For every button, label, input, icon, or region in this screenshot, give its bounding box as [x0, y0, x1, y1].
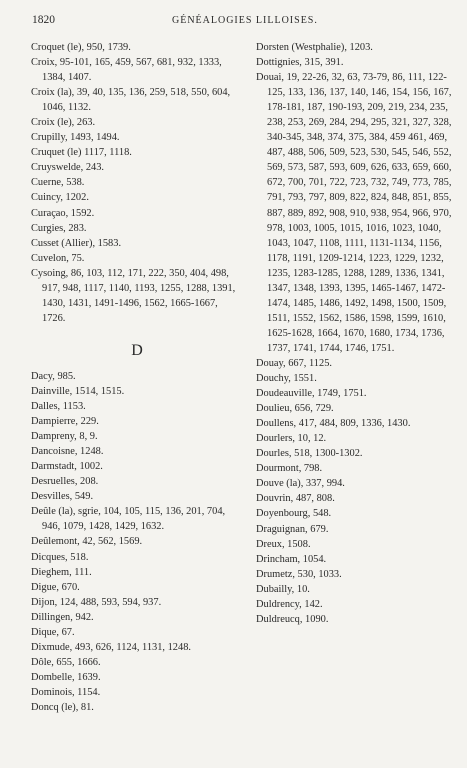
index-entry: Draguignan, 679. [256, 523, 329, 535]
index-entry: Dominois, 1154. [31, 686, 101, 698]
index-entry: Cuincy, 1202. [31, 192, 89, 204]
index-entry: Cruyswelde, 243. [31, 162, 105, 174]
index-entry: Cuerne, 538. [31, 177, 85, 189]
index-entry: Dalles, 1153. [31, 401, 86, 413]
running-title: GÉNÉALOGIES LILLOISES. [172, 15, 318, 26]
index-entry: Douai, 19, 22-26, 32, 63, 73-79, 86, 111, 122-125, 133, 136, 137, 140, 146, 154, 156, 167, 178-181, 187, 190-193, 209, 219, 234, 235, 238, 253, 269, 284, 294, 295, 321, 327, 328, 340-345, 348, 374, 375, 384, 459 461, 469, 487, 488, 506, 509, 523, 530, 545, 546, 552, 569, 573, 587, 593, 609, 626, 633, 659, 660, 672, 700, 701, 722, 723, 732, 749, 773, 785, 791, 793, 797, 809, 822, 824, 848, 851, 855, 887, 889, 892, 908, 910, 938, 954, 966, 970, 978, 1003, 1005, 1015, 1016, 1023, 1040, 1043, 1047, 1108, 1111, 1131-1134, 1156, 1178, 1191, 1209-1214, 1223, 1229, 1232, 1235, 1283-1285, 1288, 1289, 1336, 1341, 1347, 1348, 1393, 1395, 1465-1467, 1472-1474, 1485, 1486, 1492, 1498, 1500, 1509, 1511, 1552, 1562, 1586, 1598, 1599, 1610, 1625-1628, 1664, 1670, 1680, 1734, 1736, 1737, 1741, 1744, 1746, 1751. [256, 72, 452, 354]
index-entry: Duldrency, 142. [256, 598, 323, 610]
index-entry: Dourlers, 10, 12. [256, 433, 327, 445]
index-entry: Dijon, 124, 488, 593, 594, 937. [31, 596, 162, 608]
index-entry: Doullens, 417, 484, 809, 1336, 1430. [256, 418, 411, 430]
index-entry: Dubailly, 10. [256, 583, 310, 595]
index-entry: Cruquet (le) 1117, 1118. [31, 147, 132, 159]
index-entry: Dottignies, 315, 391. [256, 57, 344, 69]
index-entry: Crupilly, 1493, 1494. [31, 132, 120, 144]
index-entry: Dillingen, 942. [31, 611, 94, 623]
index-column-left [31, 40, 243, 715]
index-entry: Darmstadt, 1002. [31, 461, 103, 473]
index-entry: Doncq (le), 81. [31, 701, 94, 713]
index-entry: Duldreucq, 1090. [256, 613, 329, 625]
index-entry: Dicques, 518. [31, 551, 89, 563]
section-heading-d: D [131, 341, 143, 359]
index-entry: Curaçao, 1592. [31, 207, 95, 219]
index-entry: Dique, 67. [31, 626, 75, 638]
index-entry: Dôle, 655, 1666. [31, 656, 101, 668]
index-entry: Doyenbourg, 548. [256, 508, 332, 520]
index-entry: Dainville, 1514, 1515. [31, 385, 125, 397]
index-entry: Doulieu, 656, 729. [256, 403, 334, 415]
index-entry: Desruelles, 208. [31, 476, 99, 488]
index-entry: Douay, 667, 1125. [256, 357, 332, 369]
index-entry: Desvilles, 549. [31, 491, 94, 503]
index-entry: Cusset (Allier), 1583. [31, 237, 122, 249]
index-entry: Dombelle, 1639. [31, 671, 101, 683]
index-entry: Dampreny, 8, 9. [31, 431, 98, 443]
index-entry: Croix (le), 263. [31, 117, 96, 129]
index-entry: Cuvelon, 75. [31, 252, 85, 264]
index-entry: Dacy, 985. [31, 370, 76, 382]
index-entry: Dourles, 518, 1300-1302. [256, 448, 363, 460]
index-entry: Dreux, 1508. [256, 538, 311, 550]
index-entry: Dieghem, 111. [31, 566, 92, 578]
index-entry: Croix (la), 39, 40, 135, 136, 259, 518, 550, 604, 1046, 1132. [31, 87, 231, 114]
page-number: 1820 [32, 14, 55, 26]
index-entry: Dancoisne, 1248. [31, 446, 104, 458]
index-entry: Dourmont, 798. [256, 463, 323, 475]
index-column-right [256, 40, 452, 627]
index-entry: Drumetz, 530, 1033. [256, 568, 342, 580]
index-entry: Douchy, 1551. [256, 373, 317, 385]
index-entry: Cysoing, 86, 103, 112, 171, 222, 350, 404, 498, 917, 948, 1117, 1140, 1193, 1255, 1288, 1391, 1430, 1431, 1491-1496, 1562, 1665-1667, 1726. [31, 267, 236, 324]
index-entry: Deûlemont, 42, 562, 1569. [31, 536, 143, 548]
index-entry: Douvrin, 487, 808. [256, 493, 335, 505]
index-entry: Croquet (le), 950, 1739. [31, 42, 131, 53]
index-entry: Dixmude, 493, 626, 1124, 1131, 1248. [31, 641, 191, 653]
index-entry: Doudeauville, 1749, 1751. [256, 388, 367, 400]
index-entry: Dampierre, 229. [31, 416, 99, 428]
index-entry: Croix, 95-101, 165, 459, 567, 681, 932, 1333, 1384, 1407. [31, 57, 222, 84]
index-entry: Douve (la), 337, 994. [256, 478, 345, 490]
index-entry: Curgies, 283. [31, 222, 87, 234]
index-entry: Deûle (la), sgrie, 104, 105, 115, 136, 201, 704, 946, 1079, 1428, 1429, 1632. [31, 506, 226, 533]
index-entry: Dorsten (Westphalie), 1203. [256, 42, 373, 53]
index-entry: Digue, 670. [31, 581, 80, 593]
index-entry: Drincham, 1054. [256, 553, 327, 565]
